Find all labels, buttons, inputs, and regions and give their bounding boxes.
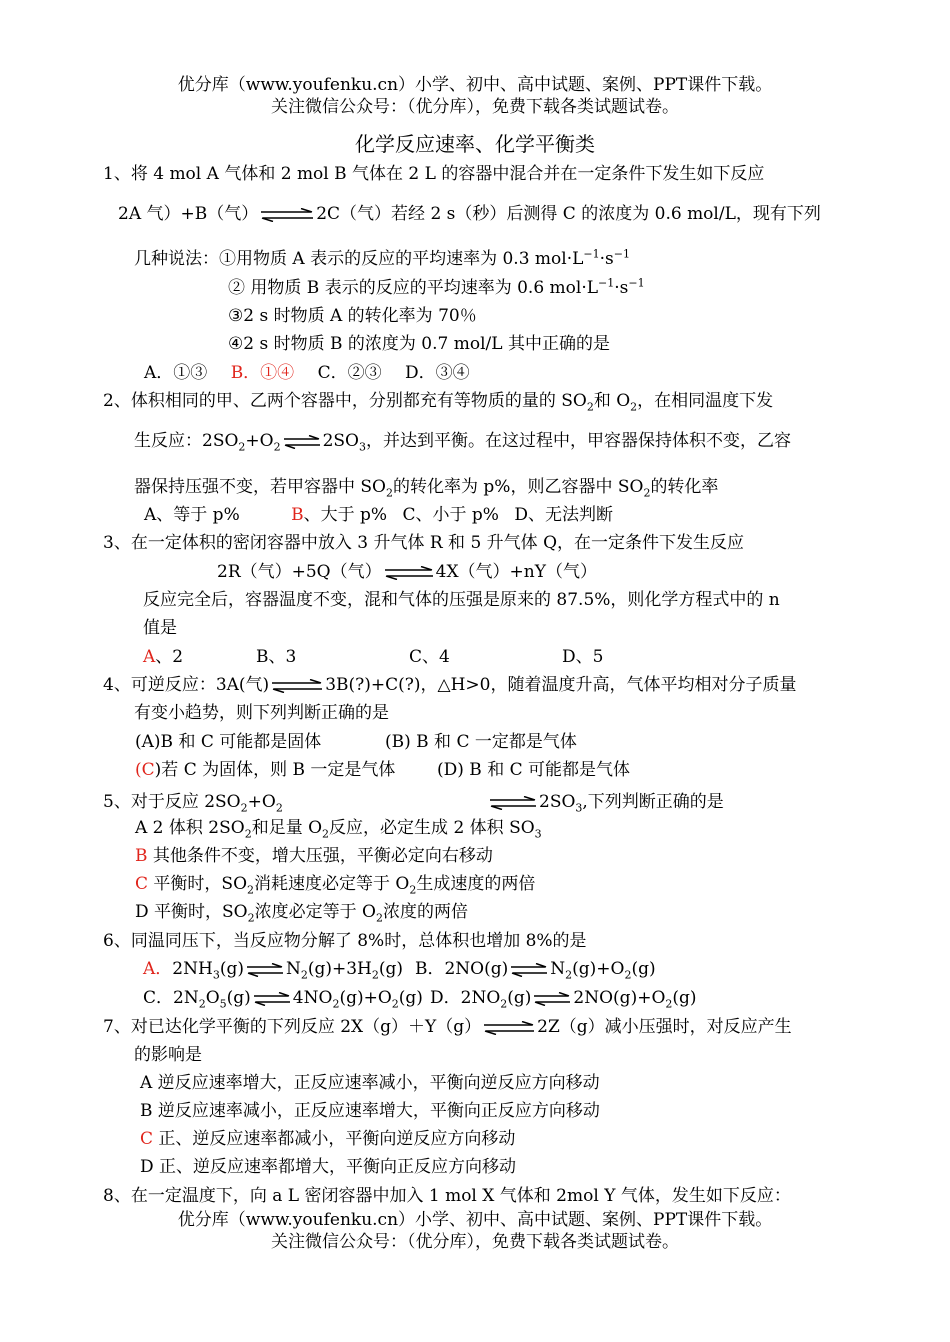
equilibrium-arrow-icon <box>270 679 324 693</box>
q7-stem: 7、对已达化学平衡的下列反应 2X（g）＋Y（g） 2Z（g）减小压强时，对反应产生 <box>103 1017 792 1037</box>
q6-option-a-answer: A． <box>143 959 173 979</box>
q1-statement-3: ③2 s 时物质 A 的转化率为 70％ <box>228 306 477 326</box>
q1-statement-1: 几种说法：①用物质 A 表示的反应的平均速率为 0.3 $mol\cdot L^{-1}\cdot s^{-1}$ <box>134 247 630 269</box>
q2-option-d: D、无法判断 <box>514 505 613 525</box>
q1-option-a: A．①③ <box>144 363 208 383</box>
q7-option-c: C 正、逆反应速率都减小，平衡向逆反应方向移动 <box>140 1129 516 1149</box>
q7-option-d: D 正、逆反应速率都增大，平衡向正反应方向移动 <box>140 1157 517 1177</box>
q5-stem-right: $2SO_3$,下列判断正确的是 <box>487 791 724 813</box>
q7-option-c-answer: C <box>140 1129 154 1149</box>
q3-line-3: 反应完全后，容器温度不变，混和气体的压强是原来的 87.5%，则化学方程式中的 n <box>143 590 780 610</box>
q3-option-a: A、2 <box>143 647 184 667</box>
q3-option-a-answer: A <box>143 647 156 667</box>
q6-option-d: D．$2NO_2(g)$ $2NO(g)+O_2(g)$ <box>430 988 697 1011</box>
q4-line-2: 有变小趋势，则下列判断正确的是 <box>134 703 389 723</box>
equilibrium-arrow-icon <box>509 963 549 977</box>
q5-stem-left: 5、对于反应 $2SO_2+O_2$ <box>103 792 283 815</box>
q3-stem: 3、在一定体积的密闭容器中放入 3 升气体 R 和 5 升气体 Q，在一定条件下发生反应 <box>103 533 745 553</box>
q2-option-a: A、等于 p% <box>144 505 240 525</box>
equilibrium-arrow-icon <box>488 796 538 810</box>
q4-stem: 4、可逆反应：3A(气) 3B(?)+C(?)，△H>0，随着温度升高，气体平均相对分子质量 <box>103 675 797 695</box>
q3-option-b: B、3 <box>256 647 297 667</box>
equilibrium-arrow-icon <box>245 963 285 977</box>
q5-option-b: B 其他条件不变，增大压强，平衡必定向右移动 <box>135 846 493 866</box>
footer-line-2: 关注微信公众号：（优分库），免费下载各类试题试卷。 <box>271 1232 679 1252</box>
q4-option-d: (D) B 和 C 可能都是气体 <box>437 760 631 780</box>
q4-option-c-answer: C <box>141 760 155 780</box>
q1-option-d: D．③④ <box>405 363 470 383</box>
equilibrium-arrow-icon <box>282 435 322 449</box>
q6-option-c: C．$2N_2O_5(g)$ $4NO_2(g)+O_2(g)$ <box>143 988 423 1011</box>
q4-option-a: (A)B 和 C 可能都是固体 <box>135 732 322 752</box>
header-line-1: 优分库（www.youfenku.cn）小学、初中、高中试题、案例、PPT课件下载。 <box>177 75 773 95</box>
header-line-2: 关注微信公众号：（优分库），免费下载各类试题试卷。 <box>271 97 679 117</box>
q1-stem: 1、将 4 mol A 气体和 2 mol B 气体在 2 L 的容器中混合并在一定条件下发生如下反应 <box>103 164 765 184</box>
equilibrium-arrow-icon <box>259 208 315 222</box>
q6-stem: 6、同温同压下，当反应物分解了 8%时，总体积也增加 8%的是 <box>103 931 587 951</box>
page-title: 化学反应速率、化学平衡类 <box>355 132 595 156</box>
equilibrium-arrow-icon <box>383 566 435 580</box>
q3-options <box>143 646 604 668</box>
q5-option-d: D 平衡时，$SO_2$浓度必定等于 $O_2$浓度的两倍 <box>135 902 468 925</box>
q3-line-4: 值是 <box>143 618 177 638</box>
equilibrium-arrow-icon <box>532 992 572 1006</box>
q7-option-b: B 逆反应速率减小，正反应速率增大，平衡向正反应方向移动 <box>140 1101 600 1121</box>
q2-stem: 2、体积相同的甲、乙两个容器中，分别都充有等物质的量的 $SO_2$和 $O_2$，在相同温度下发 <box>103 391 774 414</box>
q5-option-b-answer: B <box>135 846 148 866</box>
equilibrium-arrow-icon <box>252 992 292 1006</box>
q5-option-a: A 2 体积 $2SO_2$和足量 $O_2$反应，必定生成 2 体积 $SO_3$ <box>135 818 542 841</box>
q1-statement-4: ④2 s 时物质 B 的浓度为 0.7 mol/L 其中正确的是 <box>228 334 610 354</box>
q7-line-2: 的影响是 <box>134 1045 202 1065</box>
q1-option-b-answer: B．①④ <box>230 363 295 383</box>
q2-option-c: C、小于 p% <box>402 505 499 525</box>
q3-option-d: D、5 <box>562 647 604 667</box>
q3-option-c: C、4 <box>409 647 450 667</box>
q3-equation: 2R（气）+5Q（气） 4X（气）+nY（气） <box>217 562 597 582</box>
q4-option-c: (C)若 C 为固体，则 B 一定是气体 <box>135 760 396 780</box>
q1-equation: 2A 气）+B（气） 2C（气）若经 2 s（秒）后测得 C 的浓度为 0.6 mol/L，现有下列 <box>118 204 821 224</box>
q6-option-b: B．2NO(g) $N_2(g)+O_2(g)$ <box>415 959 656 982</box>
q2-option-b-answer: B <box>291 505 304 525</box>
q2-line-2: 生反应：$2SO_2+O_2$ $2SO_3$，并达到平衡。在这过程中，甲容器保持体积不变，乙容 <box>134 431 791 454</box>
q6-option-a: A．$2NH_3(g)$ $N_2(g)+3H_2(g)$ <box>143 959 404 982</box>
q1-options <box>144 362 470 384</box>
q5-option-c: C 平衡时，$SO_2$消耗速度必定等于 $O_2$生成速度的两倍 <box>135 874 536 897</box>
equilibrium-arrow-icon <box>482 1021 536 1035</box>
q7-option-a: A 逆反应速率增大，正反应速率减小，平衡向逆反应方向移动 <box>140 1073 600 1093</box>
q5-option-c-answer: C <box>135 874 149 894</box>
q2-line-3: 器保持压强不变，若甲容器中 $SO_2$的转化率为 p%，则乙容器中 $SO_2$的转化率 <box>134 477 719 500</box>
q1-statement-2: ② 用物质 B 表示的反应的平均速率为 0.6 $mol\cdot L^{-1}\cdot s^{-1}$ <box>228 276 645 298</box>
q1-option-c: C．②③ <box>317 363 382 383</box>
q2-option-b: B、大于 p% <box>291 505 388 525</box>
footer-line-1: 优分库（www.youfenku.cn）小学、初中、高中试题、案例、PPT课件下载。 <box>177 1210 773 1230</box>
q4-option-b: (B) B 和 C 一定都是气体 <box>385 732 577 752</box>
q2-options <box>144 504 613 526</box>
q8-stem: 8、在一定温度下，向 a L 密闭容器中加入 1 mol X 气体和 2mol Y 气体，发生如下反应： <box>103 1186 791 1206</box>
